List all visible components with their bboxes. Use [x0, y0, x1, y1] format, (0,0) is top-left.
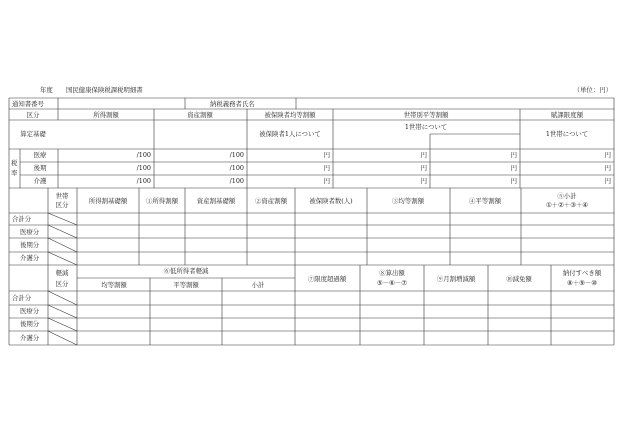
setai-label: 世帯 — [55, 192, 69, 200]
yen-hh2-kaigo: 円 — [510, 177, 517, 185]
mid-row-kaigo: 介護分 — [20, 254, 40, 262]
pct-income-kouki: /100 — [136, 164, 151, 172]
santei-label: 算定基礎 — [20, 130, 46, 138]
yen-capita-kouki: 円 — [323, 164, 330, 172]
mid-row-total: 合計分 — [12, 215, 32, 223]
col-limit-header: 賦課限度額 — [551, 111, 583, 119]
col-asset-header: 資産割額 — [187, 111, 213, 119]
year-label: 年度 — [40, 86, 53, 94]
reduction-header: ⑥低所得者軽減 — [163, 267, 209, 275]
form-title: 国民健康保険税課税明細書 — [66, 86, 143, 94]
zeiritsu-label-1: 税 — [11, 159, 18, 167]
col-amount-due: 納付すべき額 — [562, 269, 602, 277]
mid-row-kouki: 後期分 — [20, 241, 40, 249]
low-row-iryo: 医療分 — [20, 307, 40, 315]
col-monthly-adjust: ⑨月割増減額 — [436, 275, 476, 283]
yen-capita-kaigo: 円 — [323, 177, 330, 185]
keigen-label: 軽減 — [55, 269, 69, 277]
col-income-amount: ①所得割額 — [146, 197, 178, 205]
row-iryo: 医療 — [33, 151, 47, 159]
col-calculated: ⑧算出額 — [379, 269, 405, 277]
pct-asset-kouki: /100 — [229, 164, 244, 172]
col-subtotal: ⑤小計 — [557, 192, 577, 200]
unit-label: （単位：円） — [573, 86, 612, 94]
yen-hh2-iryo: 円 — [510, 151, 517, 159]
yen-hh-kaigo: 円 — [420, 177, 427, 185]
low-row-kaigo: 介護分 — [20, 334, 40, 342]
pct-income-iryo: /100 — [136, 151, 151, 159]
per-insured-label: 被保険者1人について — [259, 130, 321, 138]
low-row-total: 合計分 — [12, 294, 32, 302]
row-kaigo: 介護 — [33, 177, 47, 185]
col-amount-due-formula: ⑧＋⑨－⑩ — [567, 279, 597, 287]
yen-limit-iryo: 円 — [604, 151, 611, 159]
yen-capita-iryo: 円 — [323, 151, 330, 159]
reduction-subtotal: 小計 — [251, 281, 265, 289]
yen-hh-iryo: 円 — [420, 151, 427, 159]
low-row-kouki: 後期分 — [20, 320, 40, 328]
pct-asset-kaigo: /100 — [229, 177, 244, 185]
low-kubun-label: 区分 — [55, 280, 69, 288]
col-income-header: 所得割額 — [93, 111, 119, 119]
reduction-household: 平等割額 — [173, 281, 199, 289]
col-calculated-formula: ⑤－⑥－⑦ — [377, 279, 407, 287]
yen-hh2-kouki: 円 — [510, 164, 517, 172]
reduction-per-capita: 均等割額 — [101, 281, 127, 289]
col-subtotal-formula: ①＋②＋③＋④ — [545, 201, 589, 209]
col-exemption: ⑩減免額 — [506, 275, 532, 283]
col-asset-base: 資産割基礎額 — [196, 197, 236, 205]
col-household-header: 世帯別平等割額 — [403, 111, 449, 119]
col-insured-count: 被保険者数(人) — [309, 197, 353, 205]
pct-income-kaigo: /100 — [136, 177, 151, 185]
kubun-label: 区分 — [26, 111, 40, 119]
row-kouki: 後期 — [33, 164, 47, 172]
pct-asset-iryo: /100 — [229, 151, 244, 159]
col-per-capita-header: 被保険者均等割額 — [264, 111, 316, 119]
yen-limit-kaigo: 円 — [604, 177, 611, 185]
col-income-base: 所得割基礎額 — [88, 197, 128, 205]
per-household-label: 1世帯について — [404, 123, 448, 131]
col-household-amount: ④平等割額 — [469, 197, 501, 205]
notice-number-label: 通知書番号 — [12, 100, 44, 108]
yen-limit-kouki: 円 — [604, 164, 611, 172]
col-limit-excess: ⑦限度超過額 — [307, 275, 347, 283]
col-per-capita-amount: ③均等割額 — [392, 197, 424, 205]
taxpayer-name-label: 納税義務者氏名 — [210, 100, 255, 108]
yen-hh-kouki: 円 — [420, 164, 427, 172]
col-asset-amount: ②資産割額 — [255, 197, 287, 205]
mid-row-iryo: 医療分 — [20, 228, 40, 236]
per-household-limit-label: 1世帯について — [545, 130, 589, 138]
zeiritsu-label-2: 率 — [11, 169, 18, 177]
mid-kubun-label: 区分 — [55, 201, 69, 209]
